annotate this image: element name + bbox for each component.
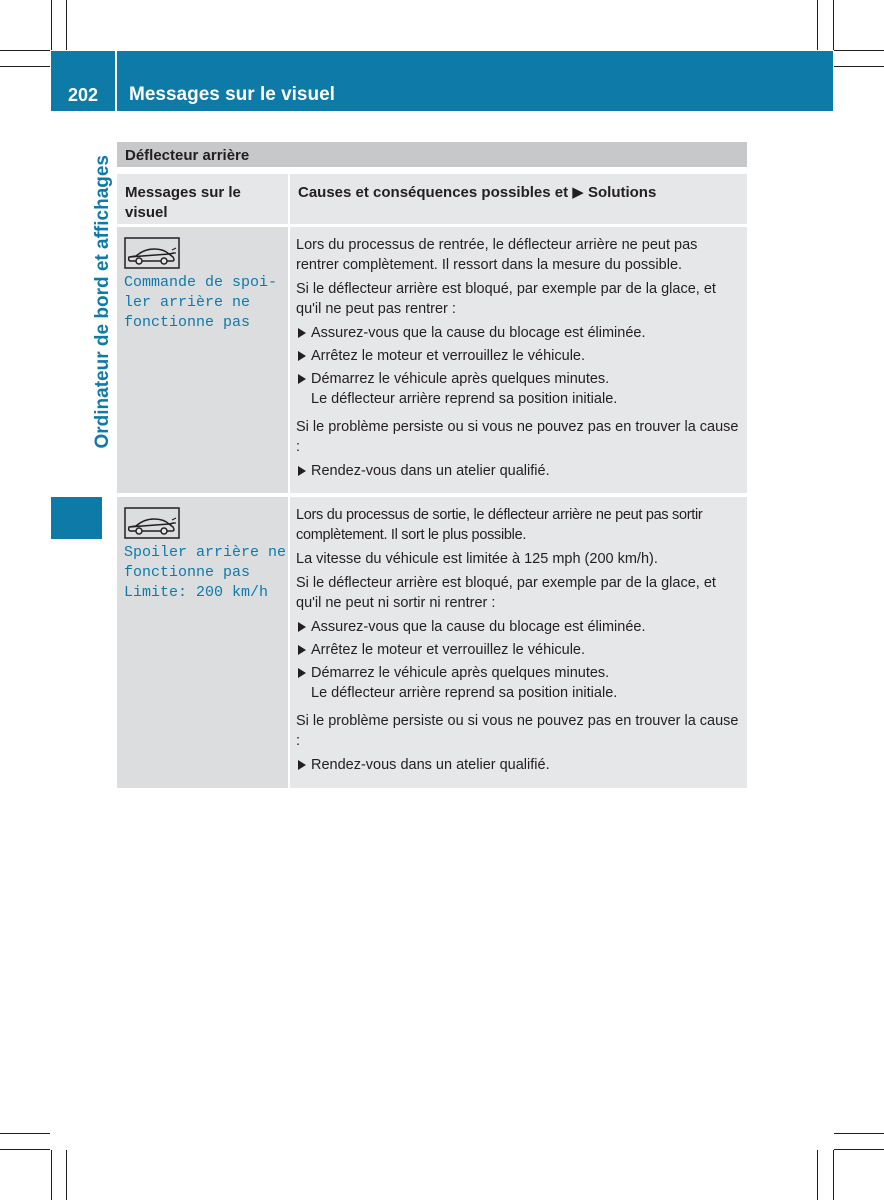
cause-paragraph: Si le déflecteur arrière est bloqué, par exemple par de la glace, et qu'il ne peut ni sortir ni rentrer : bbox=[296, 575, 716, 611]
crop-mark bbox=[834, 1149, 884, 1150]
crop-mark bbox=[833, 1150, 834, 1200]
cause-paragraph: Lors du processus de sortie, le déflecteur arrière ne peut pas sortir complètement. Il sort le plus possible. bbox=[296, 507, 703, 543]
crop-mark bbox=[0, 1133, 50, 1134]
solution-step: Assurez-vous que la cause du blocage est éliminée. bbox=[296, 617, 741, 637]
rear-spoiler-car-icon bbox=[124, 507, 180, 539]
cause-paragraph: La vitesse du véhicule est limitée à 125 mph (200 km/h). bbox=[296, 551, 658, 567]
rear-spoiler-car-icon bbox=[124, 237, 180, 269]
crop-mark bbox=[0, 50, 50, 51]
page-number: 202 bbox=[67, 85, 99, 105]
solution-step: Rendez-vous dans un atelier qualifié. bbox=[296, 755, 741, 775]
solution-step: Arrêtez le moteur et verrouillez le véhicule. bbox=[296, 346, 741, 366]
crop-mark bbox=[0, 1149, 50, 1150]
crop-mark bbox=[817, 1150, 818, 1200]
table-row-1-causes bbox=[290, 227, 747, 493]
crop-mark bbox=[833, 0, 834, 50]
column-header-messages: Messages sur le visuel bbox=[117, 174, 288, 224]
table-row-2-message bbox=[117, 497, 288, 788]
solution-step: Assurez-vous que la cause du blocage est éliminée. bbox=[296, 323, 741, 343]
solution-step: Rendez-vous dans un atelier qualifié. bbox=[296, 461, 741, 481]
crop-mark bbox=[51, 1150, 52, 1200]
display-message: Commande de spoi‐ ler arrière ne fonctionne pas bbox=[124, 274, 278, 331]
cause-paragraph: Lors du processus de rentrée, le déflecteur arrière ne peut pas rentrer complètement. Il ressort dans la mesure du possible. bbox=[296, 237, 698, 273]
cause-paragraph: Si le problème persiste ou si vous ne pouvez pas en trouver la cause : bbox=[296, 713, 739, 749]
crop-mark bbox=[834, 1133, 884, 1134]
crop-mark bbox=[66, 1150, 67, 1200]
table-row-1-message bbox=[117, 227, 288, 493]
header-divider bbox=[115, 51, 117, 111]
section-tab-marker bbox=[51, 497, 102, 539]
cause-paragraph: Si le problème persiste ou si vous ne pouvez pas en trouver la cause : bbox=[296, 419, 739, 455]
solution-step: Démarrez le véhicule après quelques minutes. Le déflecteur arrière reprend sa position initiale. bbox=[296, 663, 741, 703]
crop-mark bbox=[834, 66, 884, 67]
crop-mark bbox=[66, 0, 67, 50]
solution-step: Arrêtez le moteur et verrouillez le véhicule. bbox=[296, 640, 741, 660]
section-side-title: Ordinateur de bord et affichages bbox=[92, 155, 113, 449]
solution-step: Démarrez le véhicule après quelques minutes. Le déflecteur arrière reprend sa position initiale. bbox=[296, 369, 741, 409]
page-title: Messages sur le visuel bbox=[129, 84, 335, 105]
crop-mark bbox=[0, 66, 50, 67]
column-header-causes: Causes et conséquences possibles et ▶ Solutions bbox=[290, 174, 747, 224]
cause-paragraph: Si le déflecteur arrière est bloqué, par exemple par de la glace, et qu'il ne peut pas rentrer : bbox=[296, 281, 716, 317]
table-title: Déflecteur arrière bbox=[117, 142, 747, 167]
table-row-2-causes bbox=[290, 497, 747, 788]
display-message: Spoiler arrière ne fonctionne pas Limite: 200 km/h bbox=[124, 544, 287, 601]
crop-mark bbox=[817, 0, 818, 50]
crop-mark bbox=[834, 50, 884, 51]
crop-mark bbox=[51, 0, 52, 50]
